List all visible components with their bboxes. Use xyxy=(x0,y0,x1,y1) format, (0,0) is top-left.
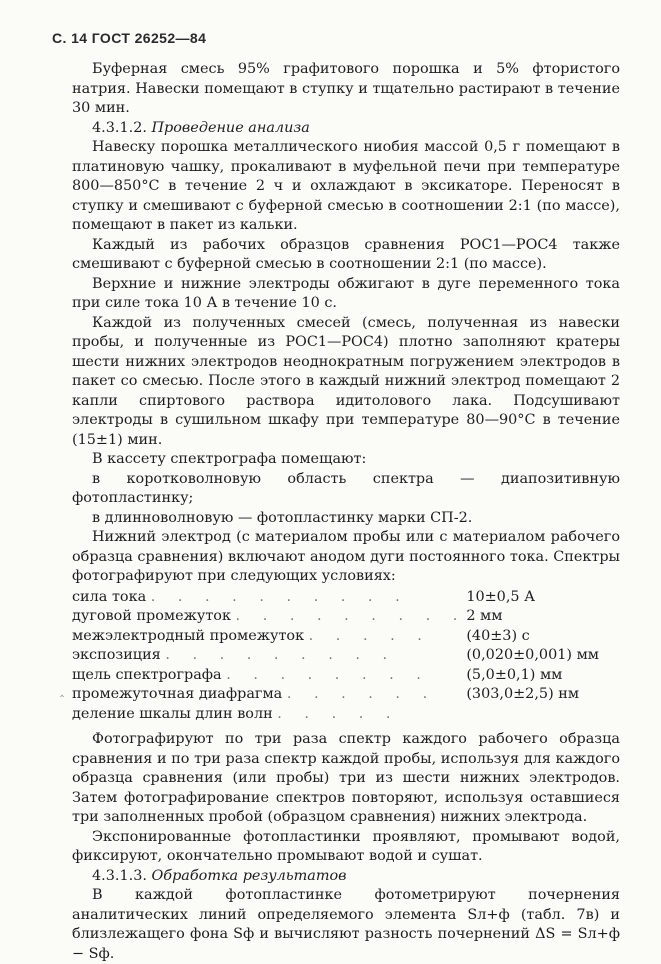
section-number: 4.3.1.3. xyxy=(92,867,147,884)
paragraph-buffer-mix: Буферная смесь 95% графитового порошка и 5% фтористого натрия. Навески помещают в ступку и тщательно растирают в течение 30 мин. xyxy=(72,61,620,116)
condition-name: межэлектродный промежуток xyxy=(72,627,305,644)
condition-name: щель спектрографа xyxy=(72,666,222,683)
condition-name: дуговой промежуток xyxy=(72,608,231,624)
condition-value: (0,020±0,001) мм xyxy=(466,647,599,663)
condition-row: дуговой промежуток . . . . . . . . . 2 мм xyxy=(72,607,620,627)
paragraph: В кассету спектрографа помещают: xyxy=(92,451,367,467)
section-number: 4.3.1.2. xyxy=(92,119,147,136)
paragraph: Каждый из рабочих образцов сравнения РОС1—РОС4 также смешивают с буферной смесью в соотношении 2:1 (по массе). xyxy=(72,236,620,272)
condition-row: экспозиция . . . . . . . . . (0,020±0,001) мм xyxy=(72,646,620,666)
margin-mark: ‸ xyxy=(60,683,65,697)
condition-name: экспозиция xyxy=(72,647,161,663)
paragraph: Фотографируют по три раза спектр каждого рабочего образца сравнения и по три раза спектр каждой пробы, используя для каждого образца сравнения (или пробы) три из шести нижних электродов. Затем фотографирование спектров повторяют, используя оставшиеся три заполненных пробой (образцом сравнения) нижних электрода. xyxy=(72,731,620,825)
paragraph: Нижний электрод (с материалом пробы или с материалом рабочего образца сравнения) включают анодом дуги постоянного тока. Спектры фотографируют при следующих условиях: xyxy=(72,529,620,584)
condition-row: деление шкалы длин волн . . . . . xyxy=(72,705,620,725)
conditions-table xyxy=(72,588,620,725)
condition-value: 2 мм xyxy=(466,608,503,624)
condition-value: (40±3) с xyxy=(466,627,530,644)
condition-value: (5,0±0,1) мм xyxy=(466,666,563,683)
condition-row: межэлектродный промежуток . . . . . (40±3) с xyxy=(72,627,620,647)
condition-row: сила тока . . . . . . . . . . 10±0,5 А xyxy=(72,588,620,608)
paragraph: Навеску порошка металлического ниобия массой 0,5 г помещают в платиновую чашку, прокаливают в муфельной печи при температуре 800—850°С в течение 2 ч и охлаждают в эксикаторе. Переносят в ступку и смешивают с буферной смесью в соотношении 2:1 (по массе), помещают в пакет из кальки. xyxy=(72,139,620,233)
section-title: Обработка результатов xyxy=(151,867,347,884)
section-heading-results xyxy=(72,867,620,887)
condition-row: промежуточная диафрагма . . . . . . (303,0±2,5) нм xyxy=(72,685,620,705)
condition-row: щель спектрографа . . . . . . . . (5,0±0,1) мм xyxy=(72,666,620,686)
paragraph: В каждой фотопластинке фотометрируют почернения аналитических линий определяемого элемента Sл+ф (табл. 7в) и близлежащего фона Sф и вычисляют разность почернений ΔS = Sл+ф − Sф. xyxy=(72,887,620,962)
paragraph: в длинноволновую — фотопластинку марки СП-2. xyxy=(92,509,473,526)
condition-value: 10±0,5 А xyxy=(466,588,536,605)
paragraph: в коротковолновую область спектра — диапозитивную фотопластинку; xyxy=(72,470,620,506)
section-heading-analysis xyxy=(72,119,620,139)
paragraph: Каждой из полученных смесей (смесь, полученная из навески пробы, и полученные из РОС1—РОС4) плотно заполняют кратеры шести нижних электродов неоднократным погружением электродов в пакет со смесью. После этого в каждый нижний электрод помещают 2 капли спиртового раствора идитолового лака. Подсушивают электроды в сушильном шкафу при температуре 80—90°С в течение (15±1) мин. xyxy=(72,314,620,448)
section-title: Проведение анализа xyxy=(151,119,310,136)
condition-value xyxy=(466,705,620,725)
page-header: С. 14 ГОСТ 26252—84 xyxy=(52,30,207,46)
paragraph: Верхние и нижние электроды обжигают в дуге переменного тока при силе тока 10 А в течение 10 с. xyxy=(72,275,620,311)
condition-value: (303,0±2,5) нм xyxy=(466,686,580,702)
condition-name: промежуточная диафрагма xyxy=(72,686,283,702)
condition-name: деление шкалы длин волн xyxy=(72,705,273,722)
page-body xyxy=(72,60,620,964)
paragraph: Экспонированные фотопластинки проявляют, промывают водой, фиксируют, окончательно промывают водой и сушат. xyxy=(72,828,620,864)
condition-name: сила тока xyxy=(72,588,147,605)
